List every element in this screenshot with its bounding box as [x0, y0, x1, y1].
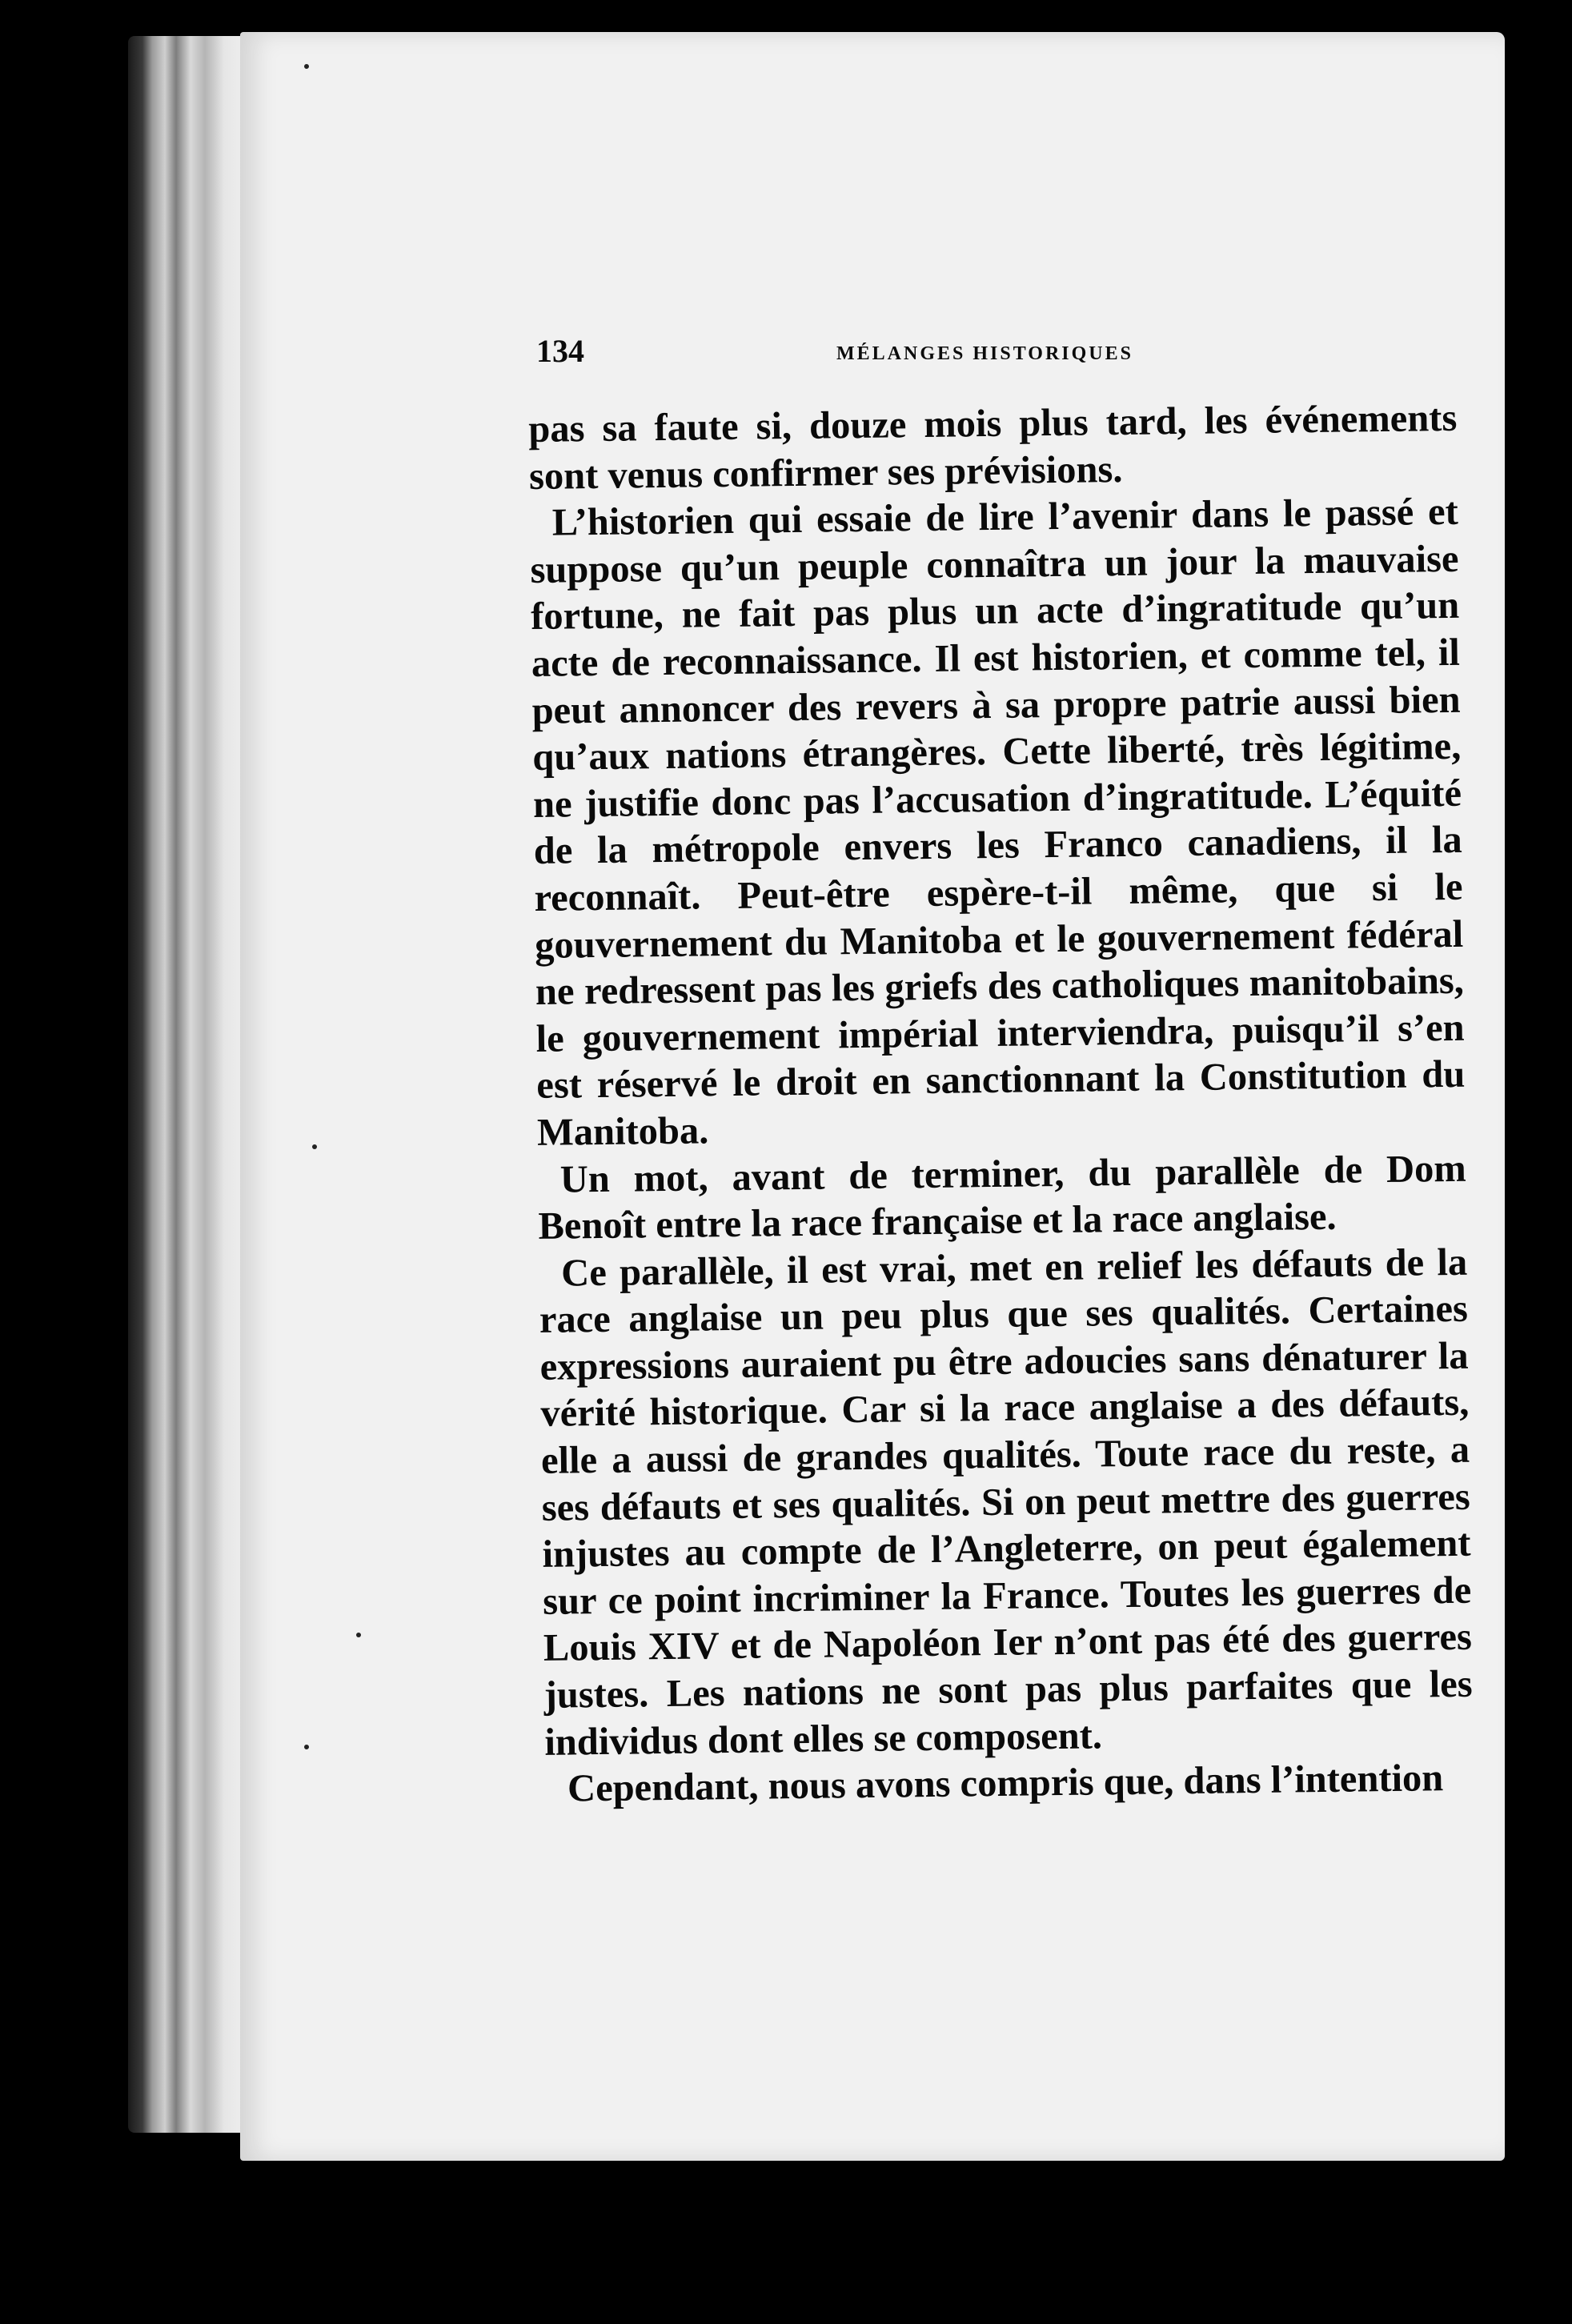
page-header [536, 332, 1481, 380]
page-number: 134 [536, 333, 584, 369]
running-head: MÉLANGES HISTORIQUES [836, 343, 1133, 364]
paragraph-3: Un mot, avant de terminer, du parallèle de Dom Benoît entre la race française et la race anglaise. [538, 1147, 1467, 1248]
paragraph-5: Cependant, nous avons compris que, dans l’intention [567, 1757, 1444, 1810]
paragraph-1: pas sa faute si, douze mois plus tard, les événements sont venus confirmer ses prévisions. [528, 396, 1458, 498]
paragraph-2: L’historien qui essaie de lire l’avenir dans le passé et suppose qu’un peuple connaîtra un jour la mauvaise fortune, ne fait pas plus un acte d’ingratitude qu’un acte de reconnaissance. Il est historien, et comme tel, il peut annoncer des revers à sa propre patrie aussi bien qu’aux nations étrangères. Cette liberté, très légitime, ne justifie donc pas l’accusation d’ingratitude. L’équité de la métropole envers les Franco canadiens, il la reconnaît. Peut-être espère-t-il même, que si le gouvernement du Manitoba et le gouvernement fédéral ne redressent pas les griefs des catholiques manitobains, le gouvernement impérial interviendra, puisqu’il s’en est réservé le droit en sanctionnant la Constitution du Manitoba. [530, 491, 1466, 1154]
paragraph-4: Ce parallèle, il est vrai, met en relief les défauts de la race anglaise un peu plus que ses qualités. Certaines expressions auraient pu être adoucies sans dénaturer la vérité historique. Car si la race anglaise a des défauts, elle a aussi de grandes qualités. Toute race du reste, a ses défauts et ses qualités. Si on peut mettre des guerres injustes au compte de l’Angleterre, on peut également sur ce point incriminer la France. Toutes les guerres de Louis XIV et de Napoléon Ier n’ont pas été des guerres justes. Les nations ne sont pas plus parfaites que les individus dont elles se composent. [539, 1240, 1473, 1764]
body-text [528, 395, 1474, 1813]
page-stack-edges [128, 36, 256, 2133]
